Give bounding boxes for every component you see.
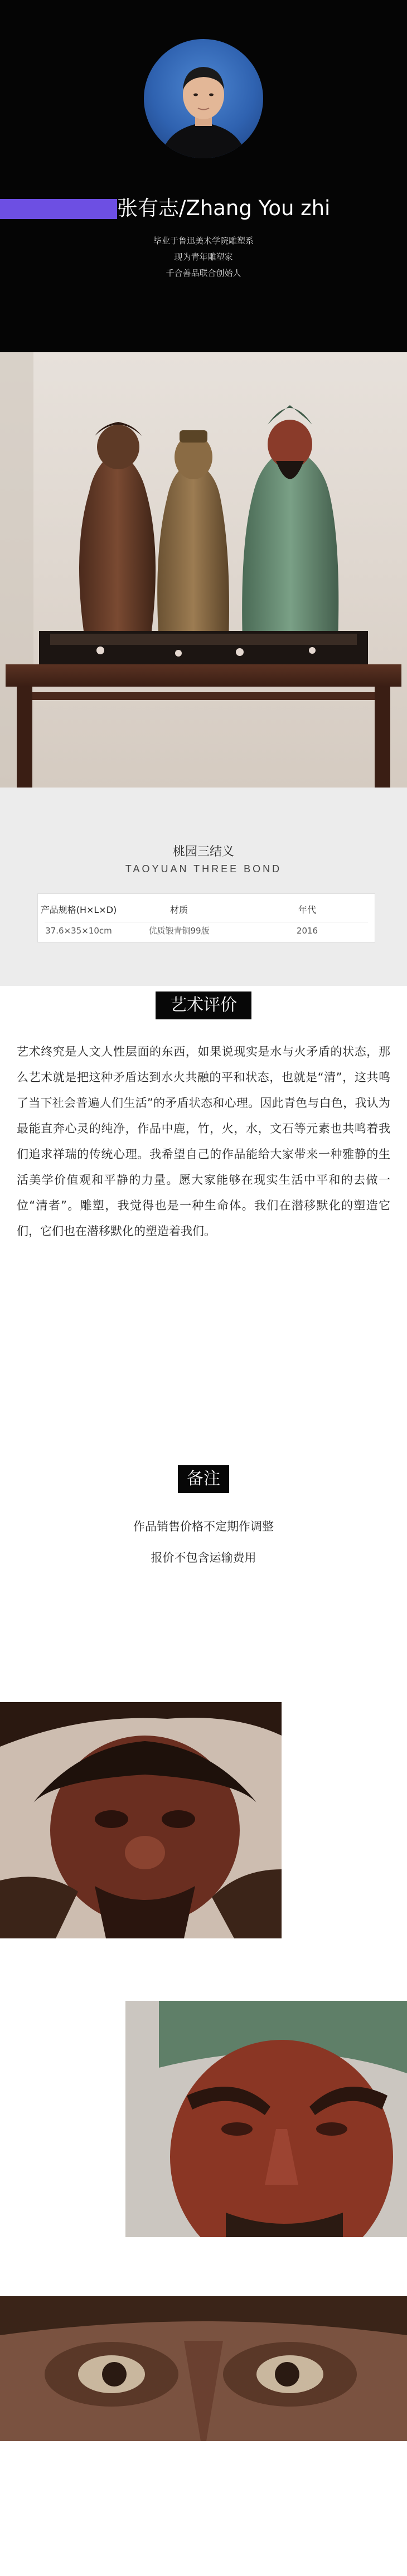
artist-bio (0, 233, 407, 281)
detail-photo-eyes (0, 2296, 407, 2441)
artist-avatar (144, 39, 263, 158)
spec-year-label: 年代 (298, 905, 316, 915)
artist-name: 张有志/Zhang You zhi (117, 196, 331, 220)
spec-size (38, 894, 119, 943)
spec-table (37, 893, 375, 942)
detail-photo-face-right (125, 2001, 407, 2237)
note-line: 报价不包含运输费用 (151, 1551, 256, 1564)
spec-material-label: 材质 (169, 905, 188, 915)
notes-heading: 备注 (178, 1465, 229, 1493)
spec-year-value: 2016 (296, 926, 318, 936)
note-line: 作品销售价格不定期作调整 (133, 1520, 274, 1533)
work-info-panel (0, 788, 407, 986)
name-accent-bar (0, 199, 117, 219)
artist-header (0, 0, 407, 352)
bio-line: 千合善品联合创始人 (166, 268, 241, 278)
work-subtitle: TAOYUAN THREE BOND (125, 863, 282, 874)
spec-size-label: 产品规格(H×L×D) (40, 905, 117, 915)
sculpture-main-photo (0, 352, 407, 788)
spec-material (119, 894, 239, 943)
spec-year (239, 894, 376, 943)
review-heading: 艺术评价 (156, 991, 251, 1019)
notes-list (0, 1511, 407, 1573)
bio-line: 现为青年雕塑家 (174, 252, 233, 262)
spec-material-value: 优质锻青铜99版 (148, 926, 210, 936)
review-text: 艺术终究是人文人性层面的东西，如果说现实是水与火矛盾的状态，那么艺术就是把这种矛盾达到水火共融的平和状态，也就是“清”，这共鸣了当下社会普遍人们生活”的矛盾状态和心理。因此青色与白色，我认为最能直奔心灵的纯净，作品中鹿，竹，火，水，文石等元素也共鸣着我们追求祥瑞的传统心理。我希望自己的作品能给大家带来一种雅静的生活美学价值观和平静的力量。愿大家能够在现实生活中平和的去做一位“清者”。雕塑，我觉得也是一种生命体。我们在潜移默化的塑造它们，它们也在潜移默化的塑造着我们。 (17, 1045, 390, 1238)
detail-photo-face-left (0, 1702, 282, 1938)
bio-line: 毕业于鲁迅美术学院雕塑系 (153, 236, 254, 246)
work-title: 桃园三结义 (172, 845, 234, 859)
spec-size-value: 37.6×35×10cm (45, 926, 112, 936)
